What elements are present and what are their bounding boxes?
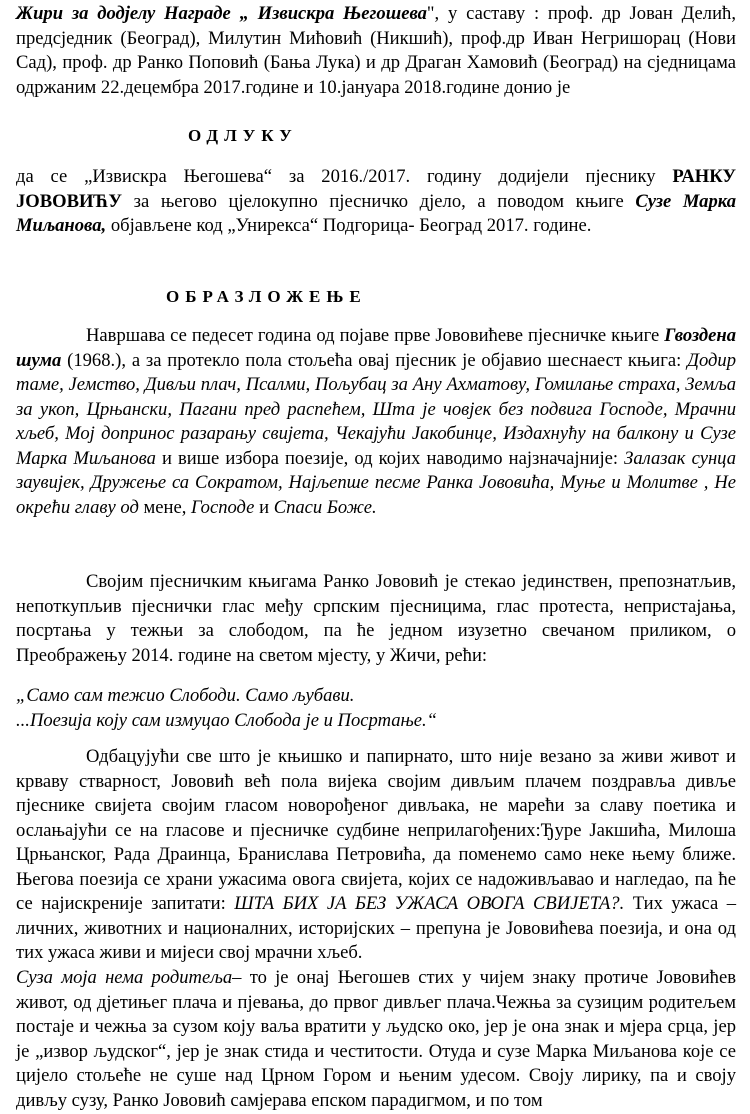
book-title: Спаси Боже. <box>273 496 377 518</box>
quote-line: ...Поезија коју сам измуцао Слобода је и Посртање.“ <box>16 709 438 731</box>
jury-members: ", у саставу : проф. др Јован Делић, предсједник (Београд), Милутин Мићовић (Никшић), проф.др Иван Негришорац (Нови Сад), проф. др Ранко Поповић (Бања Лука) и др Драган Хамовић (Београд) на сједницама одржаним 22.децембра 2017.године и 10.јануара 2018.године донио је <box>16 3 736 98</box>
tear-paragraph <box>16 966 736 1113</box>
bibliography-paragraph <box>16 324 736 520</box>
body-text: Тих ужаса – личних, животних и националних, историјских – препуна је Јововићева поезија, и она од тих ужаса живи и мијеси свој мрачни хљеб. <box>16 893 736 963</box>
reasoning-heading: ОБРАЗЛОЖЕЊЕ <box>166 287 367 306</box>
decision-text: да се „Извискра Његошева“ за 2016./2017. годину додијели пјеснику <box>16 166 673 187</box>
body-text: – то је онај Његошев стих у чијем знаку протиче Јововићев живот, од дјетињег плача и пјевања, до првог дивљег плача.Чежња за сузицим родитељем постаје и чежња за сузом коју ваља вратити у људско око, јер је она знак и мјера срца, јер је „извор људског“, јер је знак стида и честитости. Отуда и сузе Марка Миљанова које се цијело стољеће не суше над Црном Гором и њеним удесом. Своју лирику, па и своју дивљу сузу, Ранко Јововић самјерава епском парадигмом, и по том <box>16 967 736 1111</box>
decision-paragraph <box>16 165 736 239</box>
horrors-paragraph <box>16 745 736 966</box>
poet-quote <box>16 684 736 733</box>
quote-line: „Само сам тежио Слободи. Само љубави. <box>16 685 355 706</box>
decision-text: објављене код „Унирекса“ Подгорица- Београд 2017. године. <box>106 215 592 236</box>
body-text: Одбацујући све што је књишко и папирнато, што није везано за живи живот и крваву стварност, Јововић већ пола вијека својим дивљим плачем поздравља дивље пјеснике свијета својим гласом новорођеног дивљака, не марећи за славу поетика и ослањајући се на гласове и пјесничке судбине неприлагођених:Ђуре Јакшића, Милоша Црњанског, Рада Драинца, Бранислава Петровића, да поменемо само неке њему ближе. Његова поезија се храни ужасима овога свијета, којих се надоживљавао и нагледао, па ће се најискреније запитати: <box>16 746 736 914</box>
poet-question: ШТА БИХ ЈА БЕЗ УЖАСА ОВОГА СВИЈЕТА?. <box>234 893 625 914</box>
selection-list: Залазак сунца заувијек, Дружење са Сократом, Најљепше песме Ранка Јововића, Муње и Молитве , Не окрећи главу од <box>16 447 736 518</box>
body-text: и више избора поезије, од којих наводимо најзначајније: <box>155 447 625 469</box>
intro-paragraph <box>16 2 736 100</box>
first-book-title: Гвоздена шума <box>16 325 736 371</box>
book-title: Сузе Марка Миљанова, <box>16 190 737 236</box>
book-list: Додир таме, Јемство, Дивљи плач, Псалми, Пољубац за Ану Ахматову, Гомилање страха, Земља за укоп, Црњански, Пагани пред распећем, Шта је човјек без подвига Господе, Мрачни хљеб, Мој допринос разарању свијета, Чекајући Јакобинце, Издахнућу на балкону и Сузе Марка Миљанова <box>16 349 736 469</box>
voice-paragraph: Својим пјесничким књигама Ранко Јововић је стекао јединствен, препознатљив, непоткупљив пјеснички глас међу српским пјесницима, глас протеста, непристајања, посртања у тежњи за слободом, па ће једном изузетно свечаном приликом, о Преображењу 2014. године на светом мјесту, у Жичи, рећи: <box>16 571 736 666</box>
poet-name: РАНКУ ЈОВОВИЋУ <box>16 166 736 212</box>
njegos-verse: Суза моја нема родитеља <box>16 967 233 988</box>
body-text: и <box>254 496 274 518</box>
jury-name: Жири за додјелу Награде „ Извискра Његошева <box>16 3 427 24</box>
decision-text: за његово цјелокупно пјесничко дјело, а поводом књиге <box>122 190 636 212</box>
body-text: (1968.), а за протекло пола стољећа овај пјесник је објавио шеснаест књига: <box>61 349 688 371</box>
body-text: Навршава се педесет година од појаве прве Јововићеве пјесничке књиге <box>86 325 665 346</box>
book-title: Господе <box>191 496 255 518</box>
body-text: мене, <box>138 496 192 518</box>
decision-heading: ОДЛУКУ <box>188 126 298 145</box>
